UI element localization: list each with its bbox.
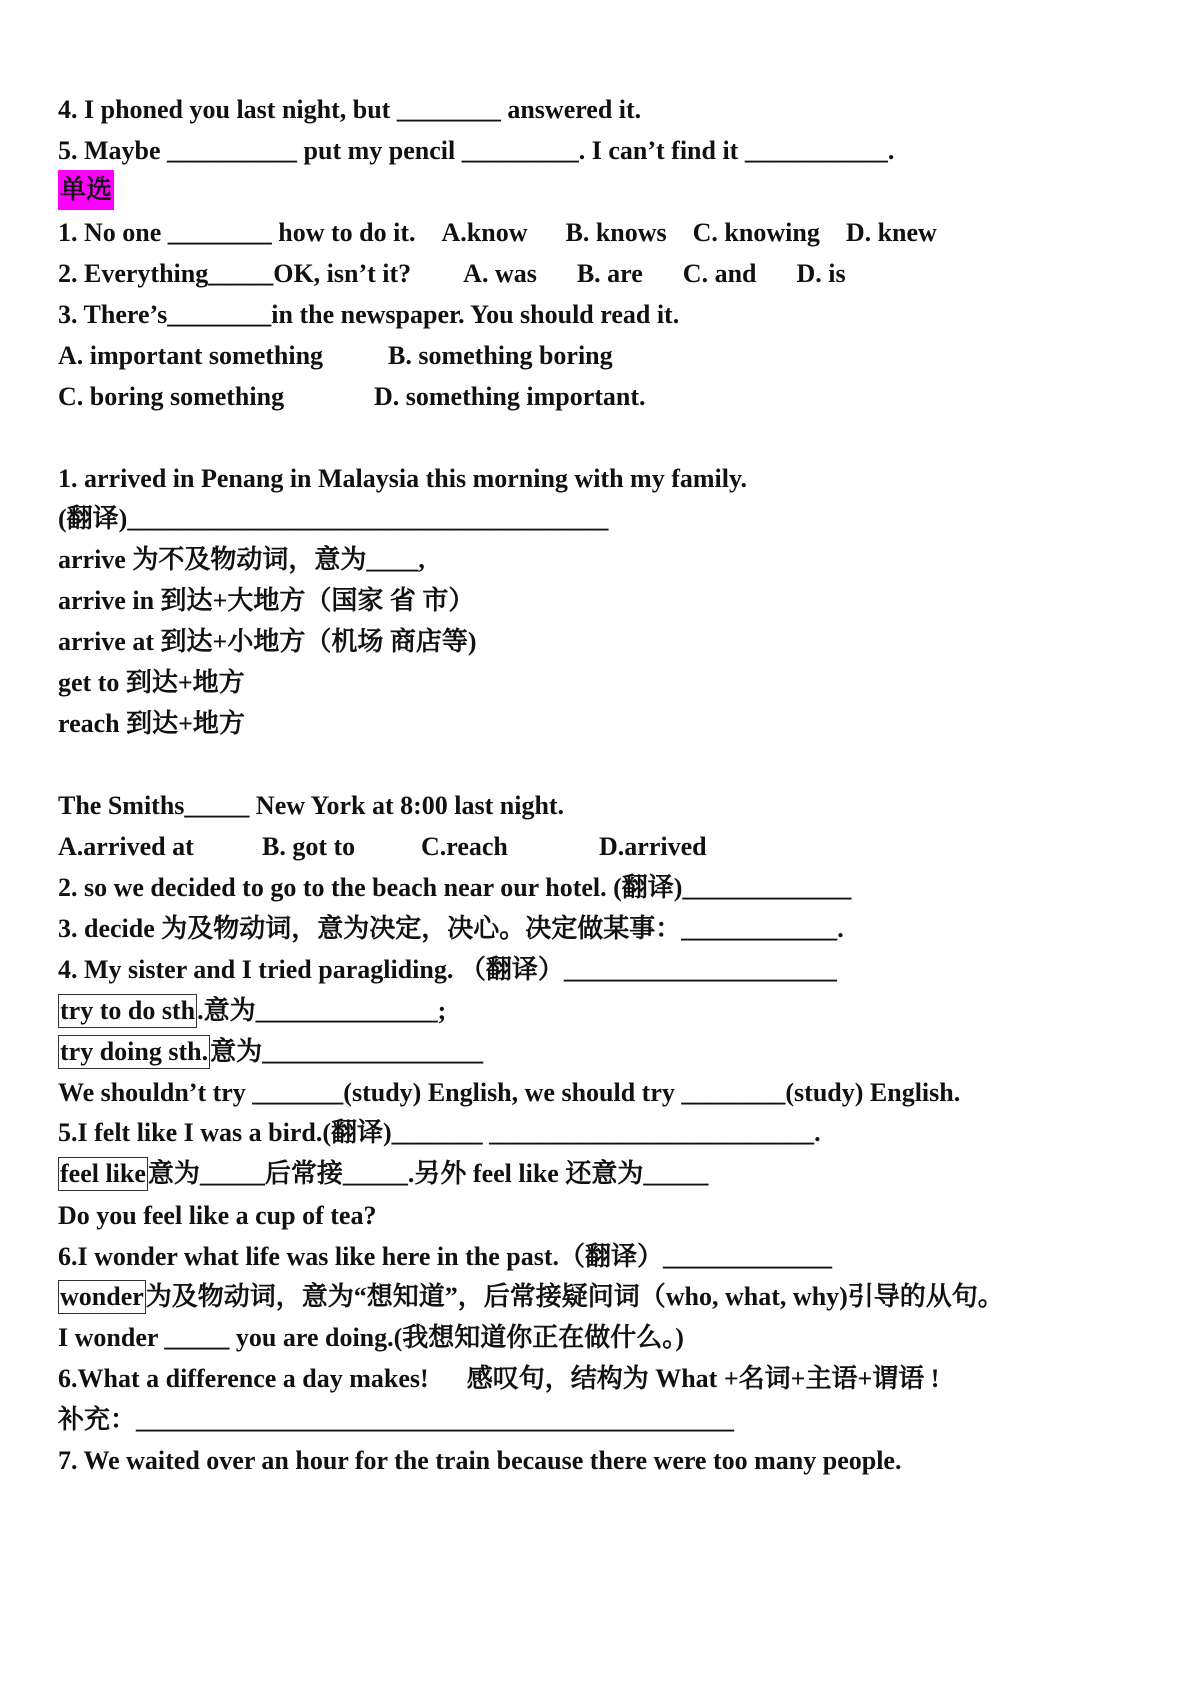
mc-question-3: 3. There’s________in the newspaper. You should read it.: [58, 300, 680, 329]
feel-like-example: Do you feel like a cup of tea?: [58, 1201, 377, 1230]
mc-question-2: [58, 254, 1170, 294]
wonder-box: wonder: [58, 1280, 146, 1314]
smiths-question: The Smiths_____ New York at 8:00 last night.: [58, 791, 565, 820]
single-choice-tag: 单选: [58, 170, 114, 210]
mc-q2-stem: 2. Everything_____OK, isn’t it?: [58, 259, 412, 288]
mc-q3-option-a: A. important something: [58, 341, 324, 370]
try-doing-note: [58, 1032, 1170, 1072]
feel-like-meaning: 意为_____后常接_____.另外 feel like 还意为_____: [147, 1159, 709, 1188]
smiths-options: [58, 827, 1170, 867]
question-5: 5. Maybe __________ put my pencil _________. I can’t find it ___________.: [58, 136, 895, 165]
mc-q1-stem: 1. No one ________ how to do it.: [58, 218, 416, 247]
sentence-4-paragliding: 4. My sister and I tried paragliding. （翻译）_____________________: [58, 955, 837, 984]
mc-q1-option-a: A.know: [441, 218, 528, 247]
mc-q2-option-a: A. was: [463, 259, 537, 288]
sentence-2-decided: 2. so we decided to go to the beach near our hotel. (翻译)_____________: [58, 873, 852, 902]
wonder-note: [58, 1277, 1170, 1317]
mc-q1-option-b: B. knows: [565, 218, 667, 247]
supplement-line: 补充：______________________________________________: [58, 1405, 735, 1434]
smiths-option-b: B. got to: [262, 832, 356, 861]
mc-q3-option-b: B. something boring: [388, 341, 613, 370]
section1-note-reach: reach 到达+地方: [58, 709, 245, 738]
mc-q3-options-row-2: [58, 377, 1170, 417]
single-choice-heading: [58, 170, 1170, 210]
mc-q3-option-d: D. something important.: [374, 382, 646, 411]
section1-note-arrive: arrive 为不及物动词，意为____,: [58, 545, 425, 574]
section1-translate: (翻译)_____________________________________: [58, 504, 609, 533]
try-doing-box: try doing sth.: [58, 1035, 210, 1069]
section1-sentence: 1. arrived in Penang in Malaysia this morning with my family.: [58, 464, 748, 493]
mc-q2-option-b: B. are: [576, 259, 643, 288]
try-to-do-meaning: .意为______________;: [197, 996, 447, 1025]
question-4: 4. I phoned you last night, but ________ answered it.: [58, 95, 642, 124]
smiths-option-a: A.arrived at: [58, 832, 194, 861]
try-example: We shouldn’t try _______(study) English, we should try ________(study) English.: [58, 1078, 961, 1107]
smiths-option-c: C.reach: [421, 832, 508, 861]
feel-like-note: [58, 1154, 1170, 1194]
mc-q3-option-c: C. boring something: [58, 382, 285, 411]
mc-q2-option-c: C. and: [682, 259, 757, 288]
sentence-6-difference: [58, 1359, 1170, 1399]
feel-like-box: feel like: [58, 1157, 148, 1191]
mc-q1-option-c: C. knowing: [692, 218, 820, 247]
sentence-6-wonder: 6.I wonder what life was like here in the past.（翻译）_____________: [58, 1242, 832, 1271]
sentence-3-decide-note: 3. decide 为及物动词，意为决定，决心。决定做某事：____________.: [58, 914, 844, 943]
section1-note-get-to: get to 到达+地方: [58, 668, 245, 697]
section1-note-arrive-in: arrive in 到达+大地方（国家 省 市）: [58, 586, 475, 615]
wonder-meaning: 为及物动词，意为“想知道”，后常接疑问词（who, what, why)引导的从句。: [145, 1282, 1004, 1311]
try-to-do-box: try to do sth: [58, 994, 197, 1028]
mc-q1-option-d: D. knew: [845, 218, 937, 247]
smiths-option-d: D.arrived: [599, 832, 707, 861]
mc-question-1: [58, 213, 1170, 253]
exclamation-note: 感叹句，结构为 What +名词+主语+谓语 !: [466, 1364, 940, 1393]
try-to-do-note: [58, 991, 1170, 1031]
section1-note-arrive-at: arrive at 到达+小地方（机场 商店等): [58, 627, 477, 656]
mc-q3-options-row-1: [58, 336, 1170, 376]
difference-sentence: 6.What a difference a day makes!: [58, 1364, 429, 1393]
mc-q2-option-d: D. is: [796, 259, 846, 288]
sentence-7-train: 7. We waited over an hour for the train because there were too many people.: [58, 1446, 902, 1475]
sentence-5-bird: 5.I felt like I was a bird.(翻译)_______ _________________________.: [58, 1118, 821, 1147]
wonder-example: I wonder _____ you are doing.(我想知道你正在做什么。): [58, 1323, 684, 1352]
try-doing-meaning: 意为_________________: [210, 1037, 484, 1066]
